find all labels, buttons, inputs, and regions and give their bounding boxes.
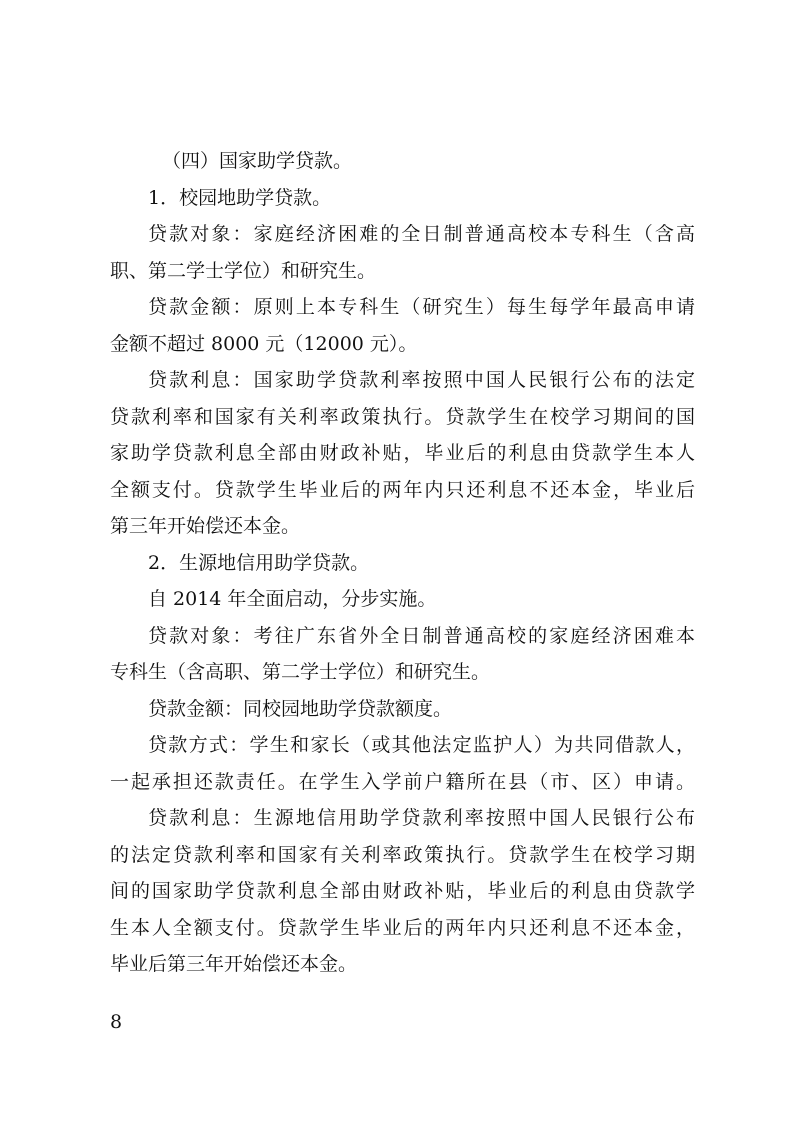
paragraph-line: 金额不超过 8000 元（12000 元）。 [110,332,418,355]
paragraph-line: 专科生（含高职、第二学士学位）和研究生。 [110,661,491,683]
paragraph-line: 贷款对象：考往广东省外全日制普通高校的家庭经济困难本 [148,624,695,647]
paragraph-line: 贷款方式：学生和家长（或其他法定监护人）为共同借款人， [148,734,695,756]
paragraph-line: 贷款利率和国家有关利率政策执行。贷款学生在校学习期间的国 [110,405,695,428]
paragraph-line: 间的国家助学贷款利息全部由财政补贴，毕业后的利息由贷款学 [110,880,695,902]
paragraph-line: 贷款利息：国家助学贷款利率按照中国人民银行公布的法定 [148,369,695,391]
paragraph-line: 贷款对象：家庭经济困难的全日制普通高校本专科生（含高 [148,223,695,245]
paragraph-line: 职、第二学士学位）和研究生。 [110,259,377,282]
paragraph-line: 一起承担还款责任。在学生入学前户籍所在县（市、区）申请。 [110,770,695,793]
paragraph-line: 毕业后第三年开始偿还本金。 [110,953,358,975]
paragraph-line: 自 2014 年全面启动，分步实施。 [148,588,437,610]
section-heading: （四）国家助学贷款。 [162,150,353,172]
paragraph-line: 贷款金额：同校园地助学贷款额度。 [148,697,453,720]
paragraph-line: 第三年开始偿还本金。 [110,515,301,537]
paragraph-line: 家助学贷款利息全部由财政补贴，毕业后的利息由贷款学生本人 [110,442,695,464]
paragraph-line: 贷款利息：生源地信用助学贷款利率按照中国人民银行公布 [148,807,695,829]
page-number: 8 [110,1011,123,1033]
subsection-heading: 2．生源地信用助学贷款。 [148,551,370,574]
paragraph-line: 全额支付。贷款学生毕业后的两年内只还利息不还本金，毕业后 [110,478,695,501]
paragraph-line: 的法定贷款利率和国家有关利率政策执行。贷款学生在校学习期 [110,843,695,866]
paragraph-line: 生本人全额支付。贷款学生毕业后的两年内只还利息不还本金， [110,916,695,939]
subsection-heading: 1．校园地助学贷款。 [148,186,332,209]
paragraph-line: 贷款金额：原则上本专科生（研究生）每生每学年最高申请 [148,296,695,318]
document-body [110,143,695,983]
